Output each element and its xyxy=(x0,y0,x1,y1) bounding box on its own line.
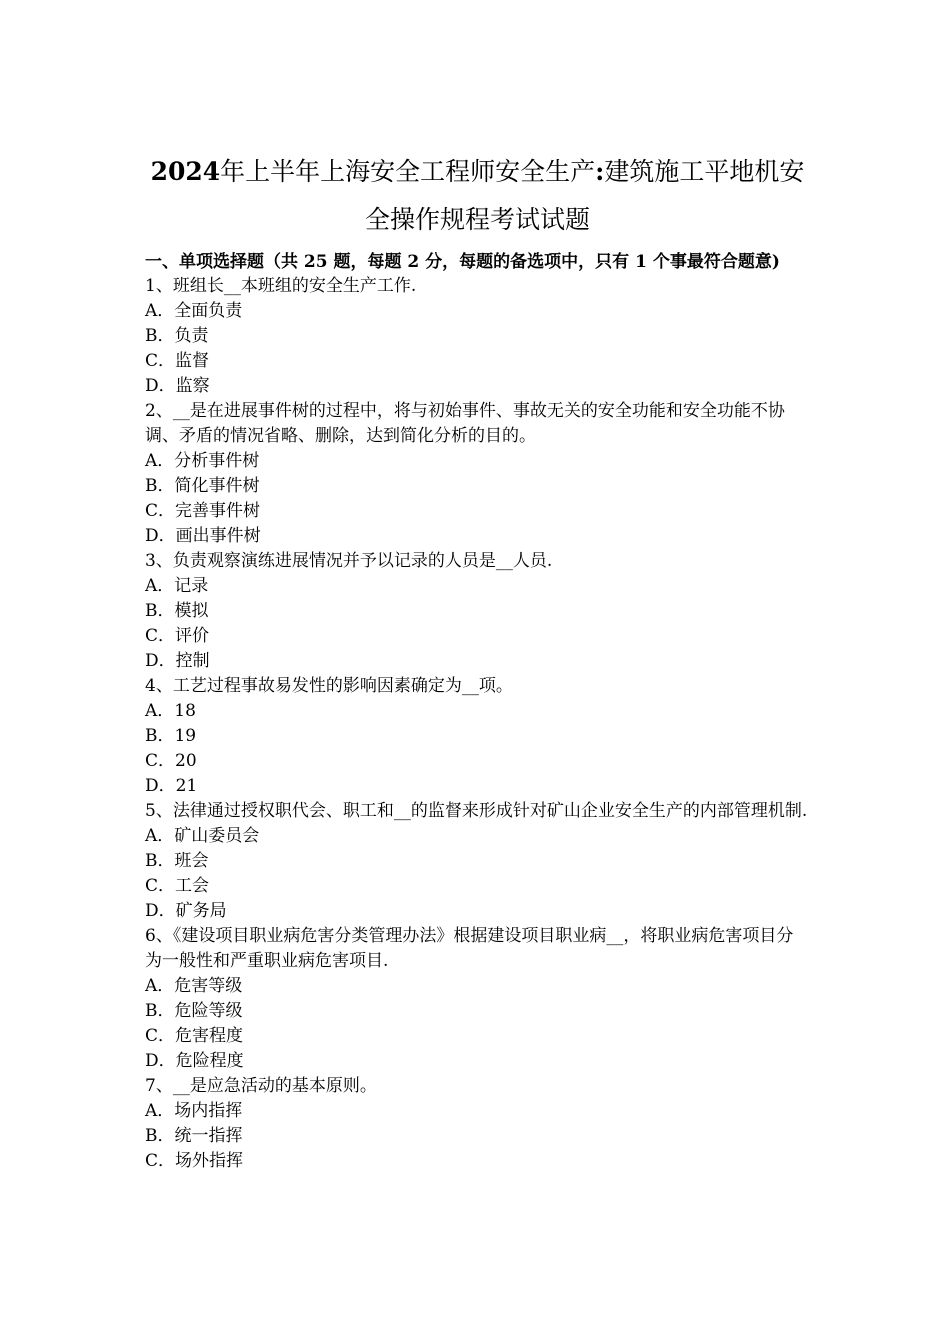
question-stem: 7、__是应急活动的基本原则。 xyxy=(145,1076,377,1096)
question-item xyxy=(145,1074,810,1174)
answer-option: B．19 xyxy=(145,726,197,746)
answer-option: A．18 xyxy=(145,701,196,721)
question-item xyxy=(145,399,810,549)
question-stem: 2、__是在进展事件树的过程中，将与初始事件、事故无关的安全功能和安全功能不协调、矛盾的情况省略、删除，达到简化分析的目的。 xyxy=(145,401,785,446)
answer-option: C．工会 xyxy=(145,876,210,896)
document-page xyxy=(145,148,810,1174)
question-item xyxy=(145,549,810,674)
answer-option: B．班会 xyxy=(145,851,209,871)
answer-option: A．全面负责 xyxy=(145,301,243,321)
answer-option: D．控制 xyxy=(145,651,210,671)
title-text-end: 建筑施工平地机安 xyxy=(604,157,805,186)
question-stem: 5、法律通过授权职代会、职工和__的监督来形成针对矿山企业安全生产的内部管理机制. xyxy=(145,801,808,821)
answer-option: D．监察 xyxy=(145,376,210,396)
answer-option: A．危害等级 xyxy=(145,976,243,996)
title-year: 2024 xyxy=(150,157,221,186)
title-line-2: 全操作规程考试试题 xyxy=(364,205,590,234)
title-line-1 xyxy=(151,157,805,186)
answer-option: C．完善事件树 xyxy=(145,501,261,521)
question-item xyxy=(145,924,810,1074)
answer-option: D．危险程度 xyxy=(145,1051,244,1071)
section-heading: 一、单项选择题（共 25 题，每题 2 分，每题的备选项中，只有 1 个事最符合题意) xyxy=(145,252,780,272)
answer-option: B．危险等级 xyxy=(145,1001,243,1021)
answer-option: D．矿务局 xyxy=(145,901,227,921)
answer-option: A．场内指挥 xyxy=(145,1101,243,1121)
question-stem: 6、《建设项目职业病危害分类管理办法》根据建设项目职业病__，将职业病危害项目分为一般性和严重职业病危害项目. xyxy=(145,926,794,971)
title-colon: : xyxy=(595,157,605,186)
answer-option: D．画出事件树 xyxy=(145,526,261,546)
question-list xyxy=(145,274,810,1174)
question-stem: 1、班组长__本班组的安全生产工作. xyxy=(145,276,417,296)
answer-option: C．场外指挥 xyxy=(145,1151,244,1171)
answer-option: B．简化事件树 xyxy=(145,476,260,496)
answer-option: C．危害程度 xyxy=(145,1026,244,1046)
answer-option: A．记录 xyxy=(145,576,209,596)
answer-option: C．监督 xyxy=(145,351,210,371)
question-item xyxy=(145,674,810,799)
answer-option: C．评价 xyxy=(145,626,210,646)
question-stem: 4、工艺过程事故易发性的影响因素确定为__项。 xyxy=(145,676,513,696)
question-stem: 3、负责观察演练进展情况并予以记录的人员是__人员. xyxy=(145,551,553,571)
question-item xyxy=(145,799,810,924)
title-text: 年上半年上海安全工程师安全生产 xyxy=(220,157,596,186)
document-title xyxy=(145,148,810,244)
answer-option: A．矿山委员会 xyxy=(145,826,260,846)
question-item xyxy=(145,274,810,399)
answer-option: C．20 xyxy=(145,751,197,771)
answer-option: D．21 xyxy=(145,776,198,796)
answer-option: B．统一指挥 xyxy=(145,1126,243,1146)
answer-option: A．分析事件树 xyxy=(145,451,260,471)
answer-option: B．模拟 xyxy=(145,601,209,621)
answer-option: B．负责 xyxy=(145,326,209,346)
